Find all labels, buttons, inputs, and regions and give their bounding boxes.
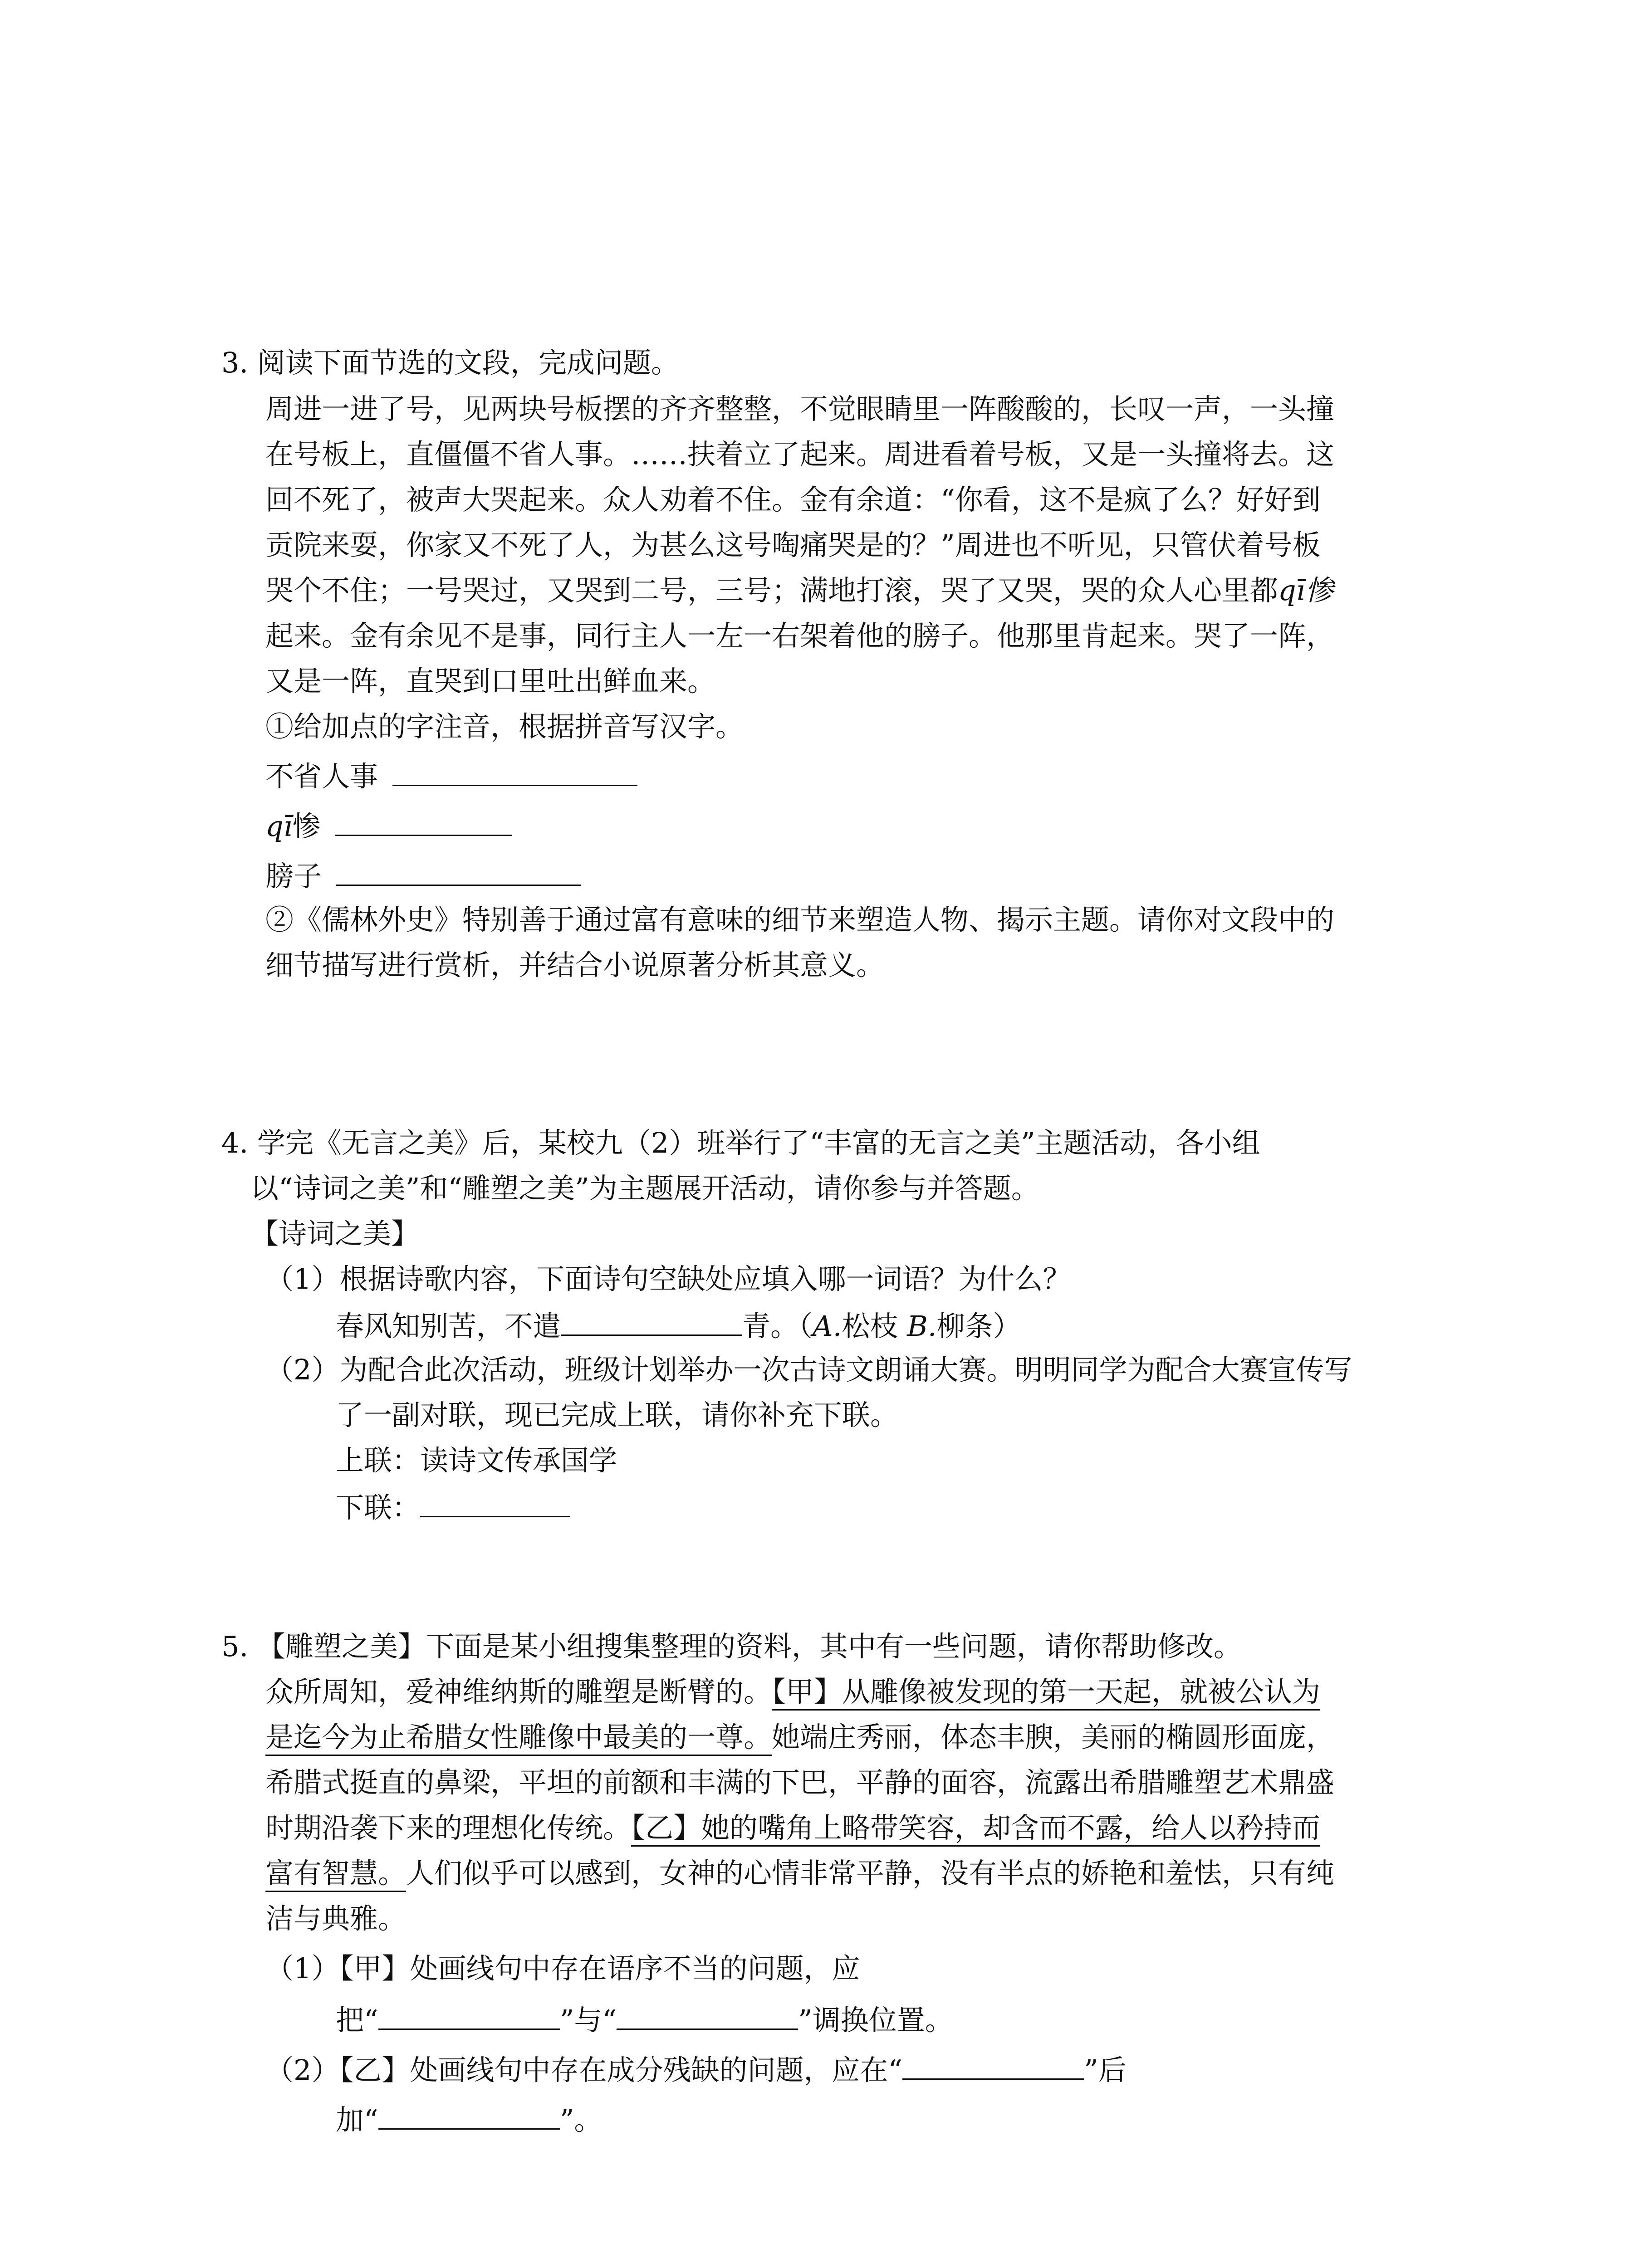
q5-passage-line-3: 希腊式挺直的鼻梁，平坦的前额和丰满的下巴，平静的面容，流露出希腊雕塑艺术鼎盛 (265, 1766, 1335, 1799)
q3-sub2-line-2: 细节描写进行赏析，并结合小说原著分析其意义。 (265, 948, 885, 982)
q4-part-2-label: （2） (265, 1353, 340, 1386)
q3-passage-line-3: 回不死了，被声大哭起来。众人劝着不住。金有余道：“你看，这不是疯了么？好好到 (265, 483, 1321, 516)
q4-option-b-text: 柳条） (936, 1310, 1021, 1343)
q4-poem-line (336, 1306, 1021, 1343)
q3-fill-3-label: 膀子 (265, 860, 322, 893)
q5-intro: 【雕塑之美】下面是某小组搜集整理的资料，其中有一些问题，请你帮助修改。 (257, 1630, 1242, 1663)
q5-sub-1-blank-2[interactable] (617, 2000, 798, 2030)
q4-couplet-up: 上联：读诗文传承国学 (336, 1444, 617, 1477)
q4-option-b-letter: B. (907, 1310, 937, 1343)
q4-poem-a: 春风知别苦，不遣 (336, 1310, 561, 1343)
q3-fill-2-char: 惨 (292, 810, 321, 843)
q3-passage-line-6: 起来。金有余见不是事，同行主人一左一右架着他的膀子。他那里肯起来。哭了一阵， (265, 619, 1335, 652)
q4-option-a-text: 松枝 (842, 1310, 898, 1343)
q3-intro: 阅读下面节选的文段，完成问题。 (257, 346, 679, 379)
q5-underline-jia-1: 【甲】从雕像被发现的第一天起，就被公认为 (772, 1675, 1320, 1711)
q5-sub-2-fill-a: 加“ (336, 2103, 378, 2136)
q5-sub-2-text-a: 【乙】处画线句中存在成分残缺的问题，应在“ (339, 2053, 903, 2087)
q3-fill-2-blank[interactable] (335, 807, 512, 836)
q3-passage-line-2: 在号板上，直僵僵不省人事。……扶着立了起来。周进看着号板，又是一头撞将去。这 (265, 438, 1335, 471)
q4-couplet-down (336, 1488, 570, 1524)
q3-passage-line-4: 贡院来耍，你家又不死了人，为甚么这号啕痛哭是的？”周进也不听见，只管伏着号板 (265, 528, 1321, 562)
q5-sub-2-fill (336, 2100, 602, 2136)
q5-passage-line-6: 洁与典雅。 (265, 1902, 407, 1935)
q5-l4-a: 时期沿袭下来的理想化传统。 (265, 1811, 632, 1844)
q4-number: 4. (221, 1126, 249, 1159)
q5-underline-yi-1: 【乙】她的嘴角上略带笑容，却含而不露，给人以矜持而 (631, 1811, 1320, 1847)
q5-heading (221, 1628, 1242, 1665)
q3-fill-1 (265, 757, 637, 793)
q5-underline-yi-2: 富有智慧。 (265, 1857, 406, 1892)
q5-sub-2-fill-b: ”。 (559, 2103, 603, 2136)
q3-passage-line-7: 又是一阵，直哭到口里吐出鲜血来。 (265, 665, 716, 698)
q4-intro-line-1: 学完《无言之美》后，某校九（2）班举行了“丰富的无言之美”主题活动，各小组 (257, 1126, 1260, 1159)
q3-pinyin-inline: qī惨 (1278, 574, 1333, 607)
q4-part-2-text-1: 为配合此次活动，班级计划举办一次古诗文朗诵大赛。明明同学为配合大赛宣传写 (339, 1353, 1352, 1386)
q5-sub-1-fill-a: 把“ (336, 2004, 378, 2037)
q3-fill-3 (265, 856, 581, 893)
q4-couplet-down-blank[interactable] (420, 1488, 570, 1517)
q4-heading (221, 1125, 1260, 1161)
q5-sub-2-blank-2[interactable] (378, 2100, 560, 2130)
q4-part-1-text: 根据诗歌内容，下面诗句空缺处应填入哪一词语？为什么？ (339, 1262, 1071, 1295)
q3-fill-2-pinyin: qī (265, 810, 293, 843)
q5-l1-a: 众所周知，爱神维纳斯的雕塑是断臂的。 (265, 1675, 772, 1708)
q3-heading (221, 345, 679, 381)
q5-sub-1-blank-1[interactable] (378, 2000, 560, 2030)
q5-sub-2-label: （2） (265, 2053, 340, 2087)
q4-couplet-down-label: 下联： (336, 1491, 421, 1524)
q4-poem-blank[interactable] (561, 1306, 742, 1336)
q3-number: 3. (221, 346, 249, 379)
q3-passage-line-1: 周进一进了号，见两块号板摆的齐齐整整，不觉眼睛里一阵酸酸的，长叹一声，一头撞 (265, 392, 1335, 425)
q3-fill-2 (265, 807, 512, 843)
q5-sub-1-fill (336, 2000, 953, 2037)
q5-sub-1-label: （1） (265, 1952, 340, 1985)
q3-fill-1-label: 不省人事 (265, 760, 378, 793)
q4-poem-b: 青。（ (742, 1310, 813, 1343)
q5-passage-line-2 (265, 1719, 1334, 1755)
q4-intro-line-2: 以“诗词之美”和“雕塑之美”为主题展开活动，请你参与并答题。 (250, 1172, 1039, 1205)
q5-passage-line-4 (265, 1810, 1320, 1846)
q5-sub-2 (265, 2050, 1127, 2087)
q4-part-2-text-2: 了一副对联，现已完成上联，请你补充下联。 (336, 1398, 899, 1432)
q5-sub-1 (265, 1950, 860, 1987)
q5-sub-2-blank-1[interactable] (902, 2050, 1084, 2080)
q4-part-2 (265, 1352, 1352, 1388)
q3-fill-3-blank[interactable] (336, 856, 581, 886)
q3-sub1: ①给加点的字注音，根据拼音写汉字。 (265, 710, 744, 743)
q4-part-1-label: （1） (265, 1262, 340, 1295)
q5-passage-line-5 (265, 1855, 1334, 1892)
q5-sub-1-text: 【甲】处画线句中存在语序不当的问题，应 (339, 1952, 860, 1985)
q4-option-a-letter: A. (813, 1310, 842, 1343)
q3-passage-line-5 (265, 572, 1333, 609)
q5-sub-1-fill-b: ”与“ (559, 2004, 617, 2037)
q4-section-title: 【诗词之美】 (250, 1217, 420, 1250)
q5-passage-line-1 (265, 1674, 1320, 1710)
q3-fill-1-blank[interactable] (392, 757, 637, 786)
q5-l2-b: 她端庄秀丽，体态丰腴，美丽的椭圆形面庞， (772, 1721, 1335, 1754)
q5-number: 5. (221, 1630, 249, 1663)
q5-sub-2-text-b: ”后 (1084, 2053, 1127, 2087)
q5-sub-1-fill-c: ”调换位置。 (798, 2004, 953, 2037)
q5-l5-b: 人们似乎可以感到，女神的心情非常平静，没有半点的娇艳和羞怯，只有纯 (406, 1857, 1335, 1890)
q4-part-1 (265, 1261, 1071, 1297)
q3-sub2-line-1: ②《儒林外史》特别善于通过富有意味的细节来塑造人物、揭示主题。请你对文段中的 (265, 903, 1335, 936)
q3-passage-line-5-text: 哭个不住；一号哭过，又哭到二号，三号；满地打滚，哭了又哭，哭的众人心里都 (265, 574, 1279, 607)
q5-underline-jia-2: 是迄今为止希腊女性雕像中最美的一尊。 (265, 1721, 772, 1756)
